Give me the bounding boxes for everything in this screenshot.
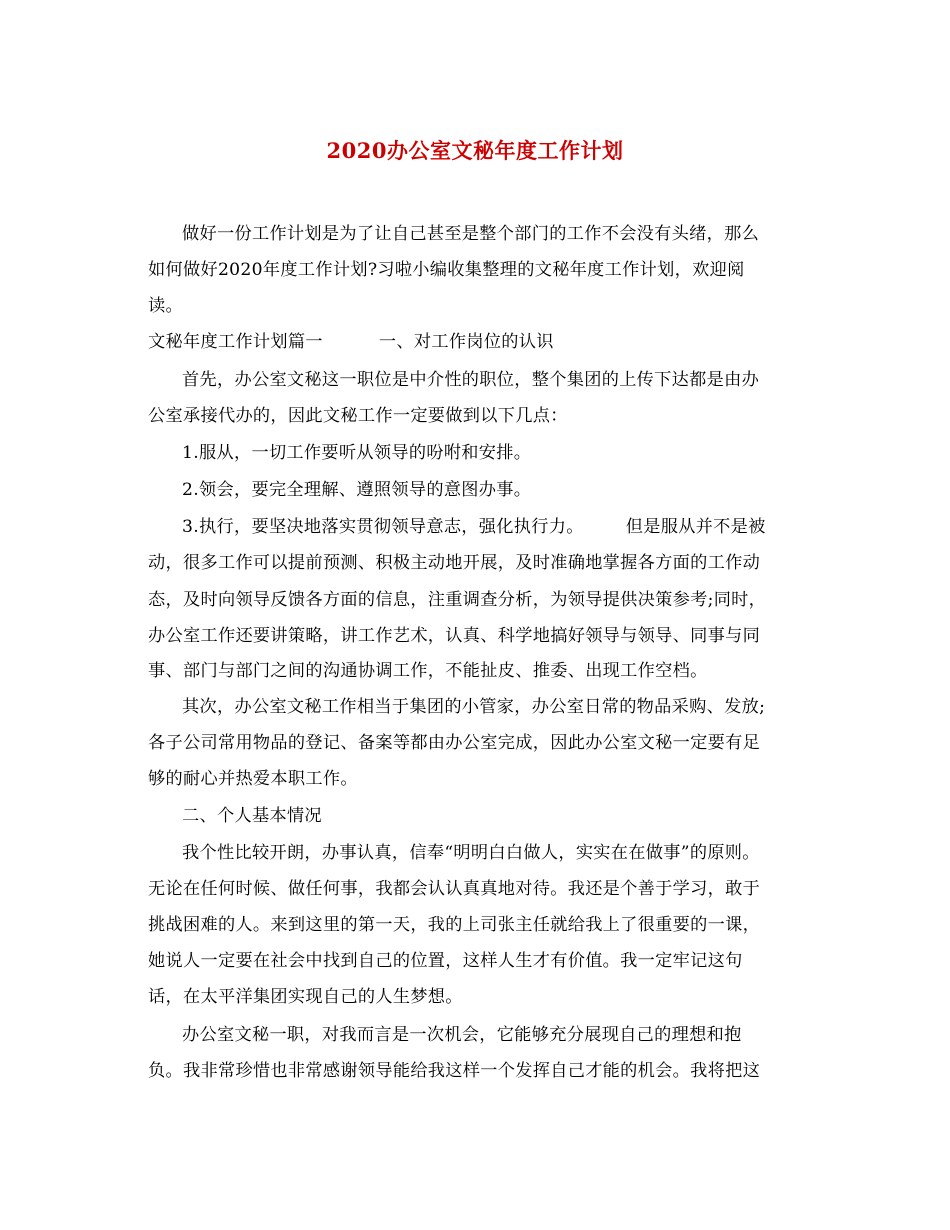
paragraph-line: 话，在太平洋集团实现自己的人生梦想。 [148, 987, 463, 1007]
paragraph-line: 如何做好2020年度工作计划?习啦小编收集整理的文秘年度工作计划，欢迎阅 [148, 260, 745, 280]
section-heading-line [148, 332, 554, 352]
list-item: 1.服从，一切工作要听从领导的吩咐和安排。 [182, 443, 532, 463]
paragraph-line: 挑战困难的人。来到这里的第一天，我的上司张主任就给我上了很重要的一课， [148, 915, 761, 935]
paragraph-line: 事、部门与部门之间的沟通协调工作，不能扯皮、推委、出现工作空档。 [148, 661, 708, 681]
list-item: 2.领会，要完全理解、遵照领导的意图办事。 [182, 480, 532, 500]
paragraph-line: 公室承接代办的，因此文秘工作一定要做到以下几点： [148, 406, 568, 426]
paragraph-line: 态，及时向领导反馈各方面的信息，注重调查分析，为领导提供决策参考;同时， [148, 590, 767, 610]
list-item-text: 3.执行，要坚决地落实贯彻领导意志，强化执行力。 [182, 517, 584, 537]
paragraph-line: 动，很多工作可以提前预测、积极主动地开展，及时准确地掌握各方面的工作动 [148, 553, 761, 573]
paragraph-text: 但是服从并不是被 [625, 517, 766, 537]
paragraph-line: 无论在任何时候、做任何事，我都会认认真真地对待。我还是个善于学习，敢于 [148, 879, 761, 899]
article-part-label: 文秘年度工作计划篇一 [148, 332, 323, 352]
section-heading: 一、对工作岗位的认识 [378, 332, 554, 352]
paragraph-line: 其次，办公室文秘工作相当于集团的小管家，办公室日常的物品采购、发放; [182, 697, 766, 717]
paragraph-line: 办公室工作还要讲策略，讲工作艺术，认真、科学地搞好领导与领导、同事与同 [148, 626, 761, 646]
paragraph-line: 负。我非常珍惜也非常感谢领导能给我这样一个发挥自己才能的机会。我将把这 [148, 1061, 761, 1081]
paragraph-line: 做好一份工作计划是为了让自己甚至是整个部门的工作不会没有头绪，那么 [182, 224, 760, 244]
section-heading: 二、个人基本情况 [182, 806, 322, 826]
document-title: 2020办公室文秘年度工作计划 [326, 138, 624, 163]
paragraph-line: 办公室文秘一职，对我而言是一次机会，它能够充分展现自己的理想和抱 [182, 1025, 742, 1045]
paragraph-line: 各子公司常用物品的登记、备案等都由办公室完成，因此办公室文秘一定要有足 [148, 733, 761, 753]
paragraph-line: 够的耐心并热爱本职工作。 [148, 769, 358, 789]
paragraph-line: 读。 [148, 296, 183, 316]
list-item [182, 517, 766, 537]
paragraph-line: 首先，办公室文秘这一职位是中介性的职位，整个集团的上传下达都是由办 [182, 370, 760, 390]
paragraph-line: 我个性比较开朗，办事认真，信奉“明明白白做人，实实在在做事”的原则。 [182, 843, 760, 863]
paragraph-line: 她说人一定要在社会中找到自己的位置，这样人生才有价值。我一定牢记这句 [148, 951, 743, 971]
